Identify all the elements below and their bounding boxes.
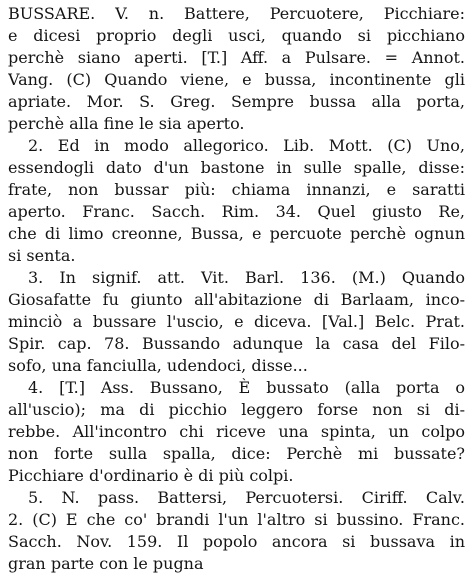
entry-line: 2. Ed in modo allegorico. Lib. Mott. (C) Uno,	[28, 136, 465, 155]
entry-line: frate, non bussar più: chiama innanzi, e saratti	[8, 180, 465, 199]
entry-line: perchè alla fine le sia aperto.	[8, 114, 245, 133]
entry-line: BUSSARE. V. n. Battere, Percuotere, Picchiare:	[8, 4, 465, 23]
entry-line: all'uscio); ma di picchio leggero forse non si di-	[8, 400, 465, 419]
entry-line: 5. N. pass. Battersi, Percuotersi. Ciriff. Calv.	[28, 488, 465, 507]
entry-line: apriate. Mor. S. Greg. Sempre bussa alla porta,	[8, 92, 465, 111]
entry-line: Picchiare d'ordinario è di più colpi.	[8, 466, 294, 485]
entry-line: Vang. (C) Quando viene, e bussa, incontinente gli	[8, 70, 465, 89]
entry-line: sofo, una fanciulla, udendoci, disse...	[8, 356, 308, 375]
entry-line: minciò a bussare l'uscio, e diceva. [Val.] Belc. Prat.	[8, 312, 465, 331]
entry-line: Sacch. Nov. 159. Il popolo ancora si bussava in	[8, 532, 465, 551]
entry-line: rebbe. All'incontro chi riceve una spinta, un colpo	[8, 422, 465, 441]
entry-line: e dicesi proprio degli usci, quando si picchiano	[8, 26, 465, 45]
entry-line: 2. (C) E che co' brandi l'un l'altro si bussino. Franc.	[8, 510, 465, 529]
entry-line: essendogli dato d'un bastone in sulle spalle, disse:	[8, 158, 465, 177]
entry-line: non forte sulla spalla, dice: Perchè mi bussate?	[8, 444, 465, 463]
entry-line: che di limo creonne, Bussa, e percuote perchè ognun	[8, 224, 465, 243]
entry-line: perchè siano aperti. [T.] Aff. a Pulsare. = Annot.	[8, 48, 465, 67]
entry-line: si senta.	[8, 246, 76, 265]
entry-line: Spir. cap. 78. Bussando adunque la casa del Filo-	[8, 334, 465, 353]
entry-text	[8, 3, 465, 575]
entry-line: Giosafatte fu giunto all'abitazione di Barlaam, inco-	[8, 290, 465, 309]
entry-line: aperto. Franc. Sacch. Rim. 34. Quel giusto Re,	[8, 202, 465, 221]
entry-line: 3. In signif. att. Vit. Barl. 136. (M.) Quando	[28, 268, 465, 287]
entry-line: gran parte con le pugna	[8, 554, 204, 573]
entry-line: 4. [T.] Ass. Bussano, È bussato (alla porta o	[28, 378, 465, 397]
